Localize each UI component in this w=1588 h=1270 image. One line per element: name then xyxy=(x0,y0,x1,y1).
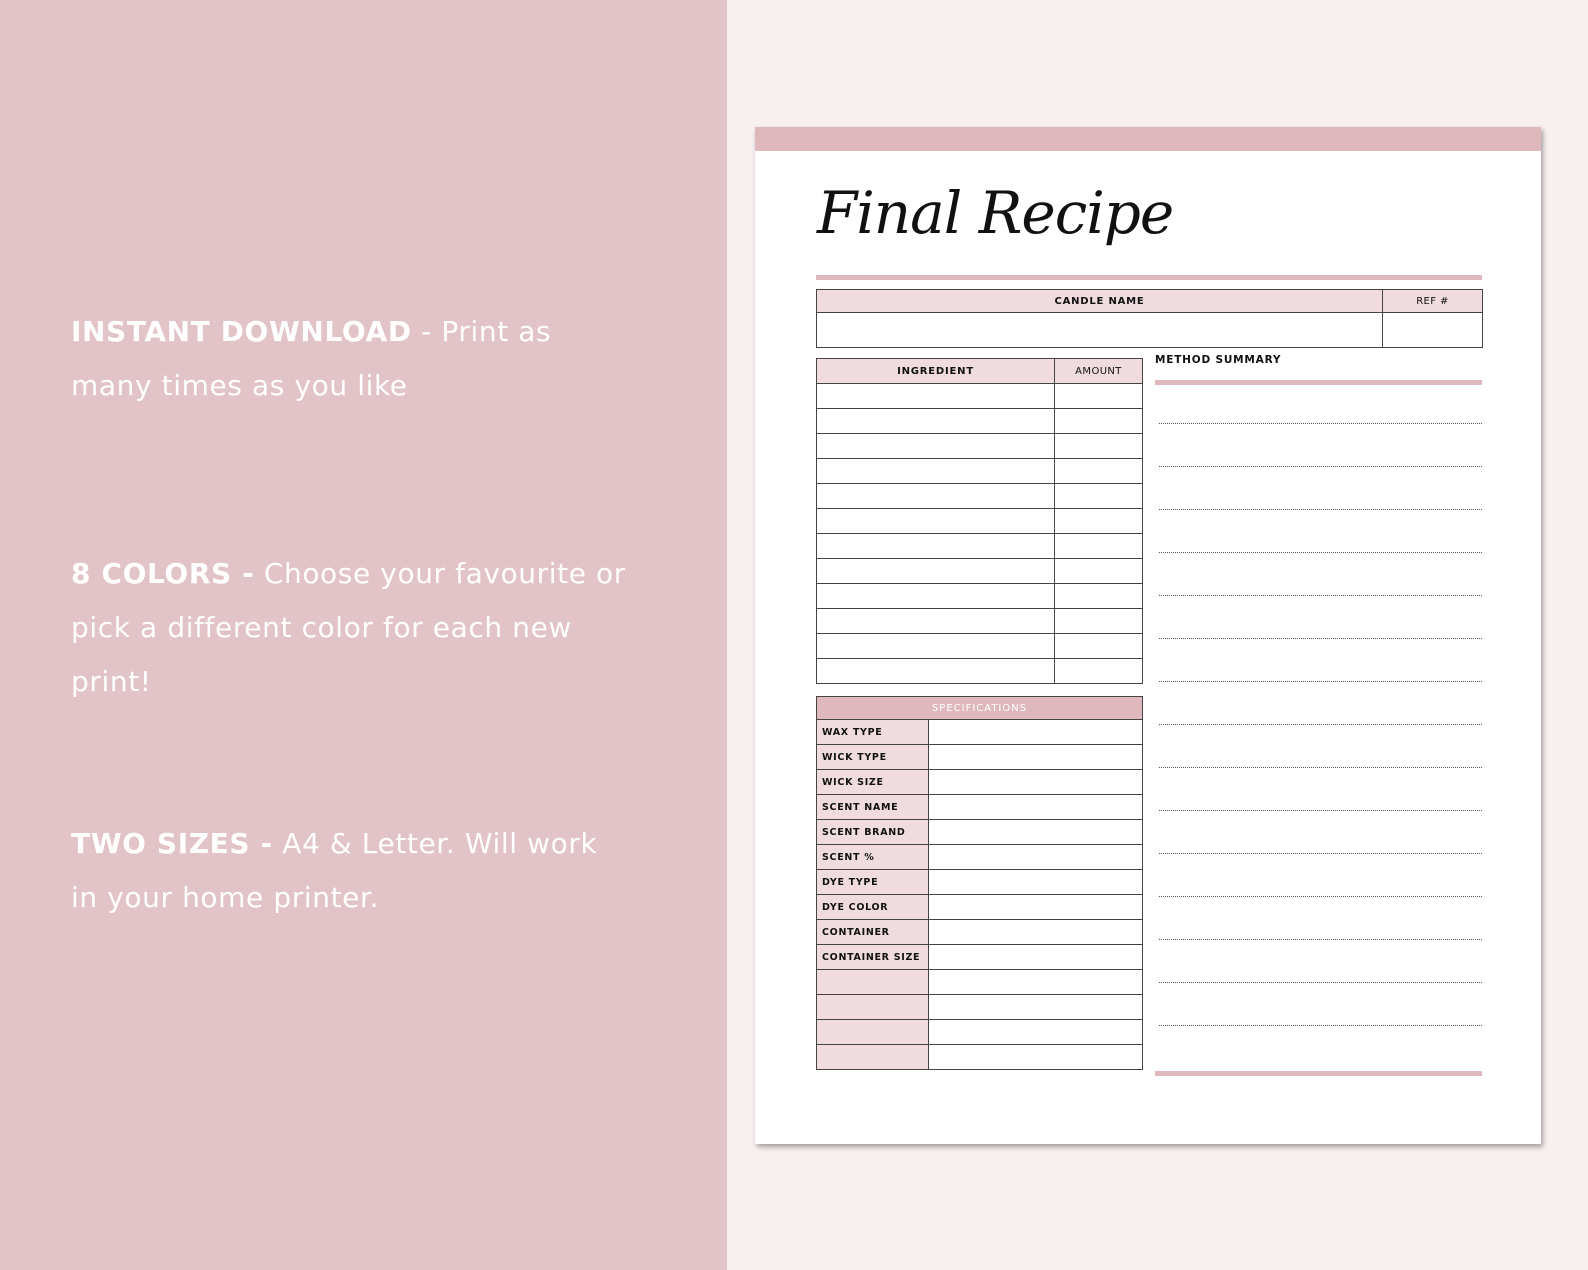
spec-value-cell[interactable] xyxy=(929,945,1143,970)
feature-heading: 8 COLORS - xyxy=(71,557,255,590)
spec-label: DYE COLOR xyxy=(817,895,929,920)
spec-value-cell[interactable] xyxy=(929,1020,1143,1045)
ingredient-cell[interactable] xyxy=(817,409,1055,434)
recipe-sheet xyxy=(755,127,1541,1144)
spec-label: CONTAINER xyxy=(817,920,929,945)
method-summary-title: METHOD SUMMARY xyxy=(1155,354,1282,366)
spec-value-cell[interactable] xyxy=(929,795,1143,820)
spec-label: CONTAINER SIZE xyxy=(817,945,929,970)
feature-text: Choose your favourite or pick a different color for each new print! xyxy=(71,557,626,698)
spec-row xyxy=(817,720,1143,745)
specifications-table xyxy=(816,696,1143,1070)
method-rule xyxy=(1155,380,1482,385)
spec-value-cell[interactable] xyxy=(929,920,1143,945)
ingredient-row xyxy=(817,409,1143,434)
method-line[interactable] xyxy=(1159,509,1482,510)
ingredient-row xyxy=(817,484,1143,509)
spec-row xyxy=(817,895,1143,920)
spec-row xyxy=(817,995,1143,1020)
method-line[interactable] xyxy=(1159,681,1482,682)
spec-label: SCENT % xyxy=(817,845,929,870)
ingredient-cell[interactable] xyxy=(817,384,1055,409)
ingredient-cell[interactable] xyxy=(817,434,1055,459)
spec-value-cell[interactable] xyxy=(929,870,1143,895)
spec-label: WICK SIZE xyxy=(817,770,929,795)
spec-label xyxy=(817,1045,929,1070)
spec-row xyxy=(817,920,1143,945)
method-line[interactable] xyxy=(1159,939,1482,940)
feature-heading: TWO SIZES - xyxy=(71,827,273,860)
method-line[interactable] xyxy=(1159,724,1482,725)
feature-sizes xyxy=(71,817,631,925)
spec-label: WAX TYPE xyxy=(817,720,929,745)
amount-cell[interactable] xyxy=(1055,459,1143,484)
sheet-top-band xyxy=(755,127,1541,151)
method-line[interactable] xyxy=(1159,595,1482,596)
spec-value-cell[interactable] xyxy=(929,1045,1143,1070)
feature-text: - Print as many times as you like xyxy=(71,315,552,402)
ingredient-row xyxy=(817,559,1143,584)
ingredient-cell[interactable] xyxy=(817,509,1055,534)
spec-label xyxy=(817,995,929,1020)
method-line[interactable] xyxy=(1159,1025,1482,1026)
amount-cell[interactable] xyxy=(1055,609,1143,634)
ingredient-row xyxy=(817,634,1143,659)
title-rule xyxy=(816,275,1482,280)
ingredient-row xyxy=(817,584,1143,609)
ref-header: REF # xyxy=(1383,290,1483,313)
spec-label xyxy=(817,970,929,995)
promo-panel xyxy=(0,0,727,1270)
spec-label: SCENT BRAND xyxy=(817,820,929,845)
spec-value-cell[interactable] xyxy=(929,995,1143,1020)
spec-row xyxy=(817,1020,1143,1045)
method-line[interactable] xyxy=(1159,552,1482,553)
spec-row xyxy=(817,745,1143,770)
method-line[interactable] xyxy=(1159,853,1482,854)
ingredient-cell[interactable] xyxy=(817,609,1055,634)
ingredient-cell[interactable] xyxy=(817,559,1055,584)
amount-cell[interactable] xyxy=(1055,409,1143,434)
spec-row xyxy=(817,770,1143,795)
ingredient-row xyxy=(817,509,1143,534)
method-line[interactable] xyxy=(1159,466,1482,467)
spec-value-cell[interactable] xyxy=(929,970,1143,995)
sheet-title: Final Recipe xyxy=(817,179,1174,247)
spec-value-cell[interactable] xyxy=(929,770,1143,795)
method-line[interactable] xyxy=(1159,896,1482,897)
method-bottom-rule xyxy=(1155,1071,1482,1076)
spec-value-cell[interactable] xyxy=(929,745,1143,770)
amount-cell[interactable] xyxy=(1055,384,1143,409)
amount-cell[interactable] xyxy=(1055,484,1143,509)
spec-label: WICK TYPE xyxy=(817,745,929,770)
spec-row xyxy=(817,870,1143,895)
spec-row xyxy=(817,1045,1143,1070)
ingredient-row xyxy=(817,459,1143,484)
method-line[interactable] xyxy=(1159,638,1482,639)
ingredient-cell[interactable] xyxy=(817,634,1055,659)
spec-label: SCENT NAME xyxy=(817,795,929,820)
spec-label xyxy=(817,1020,929,1045)
ingredient-row xyxy=(817,434,1143,459)
ingredient-cell[interactable] xyxy=(817,534,1055,559)
ingredient-row xyxy=(817,384,1143,409)
amount-cell[interactable] xyxy=(1055,434,1143,459)
ingredient-row xyxy=(817,609,1143,634)
method-line[interactable] xyxy=(1159,423,1482,424)
ingredient-row xyxy=(817,659,1143,684)
ingredient-header: INGREDIENT xyxy=(817,359,1055,384)
candle-name-field[interactable] xyxy=(817,313,1383,348)
ingredient-cell[interactable] xyxy=(817,584,1055,609)
amount-cell[interactable] xyxy=(1055,534,1143,559)
candle-name-table xyxy=(816,289,1483,348)
spec-label: DYE TYPE xyxy=(817,870,929,895)
spec-row xyxy=(817,845,1143,870)
ingredient-row xyxy=(817,534,1143,559)
spec-value-cell[interactable] xyxy=(929,895,1143,920)
spec-row xyxy=(817,795,1143,820)
candle-name-header: CANDLE NAME xyxy=(817,290,1383,313)
method-line[interactable] xyxy=(1159,810,1482,811)
amount-cell[interactable] xyxy=(1055,509,1143,534)
ingredient-cell[interactable] xyxy=(817,459,1055,484)
ref-field[interactable] xyxy=(1383,313,1483,348)
ingredient-cell[interactable] xyxy=(817,659,1055,684)
spec-row xyxy=(817,820,1143,845)
method-line[interactable] xyxy=(1159,982,1482,983)
method-line[interactable] xyxy=(1159,767,1482,768)
amount-header: AMOUNT xyxy=(1055,359,1143,384)
spec-value-cell[interactable] xyxy=(929,845,1143,870)
ingredients-table xyxy=(816,358,1143,684)
amount-cell[interactable] xyxy=(1055,634,1143,659)
ingredient-cell[interactable] xyxy=(817,484,1055,509)
amount-cell[interactable] xyxy=(1055,659,1143,684)
feature-text: A4 & Letter. Will work in your home printer. xyxy=(71,827,598,914)
spec-row xyxy=(817,945,1143,970)
spec-row xyxy=(817,970,1143,995)
specifications-header: SPECIFICATIONS xyxy=(817,697,1143,720)
spec-value-cell[interactable] xyxy=(929,720,1143,745)
spec-value-cell[interactable] xyxy=(929,820,1143,845)
feature-colors xyxy=(71,547,631,709)
amount-cell[interactable] xyxy=(1055,584,1143,609)
feature-heading: INSTANT DOWNLOAD xyxy=(71,315,412,348)
amount-cell[interactable] xyxy=(1055,559,1143,584)
feature-instant-download xyxy=(71,305,631,413)
